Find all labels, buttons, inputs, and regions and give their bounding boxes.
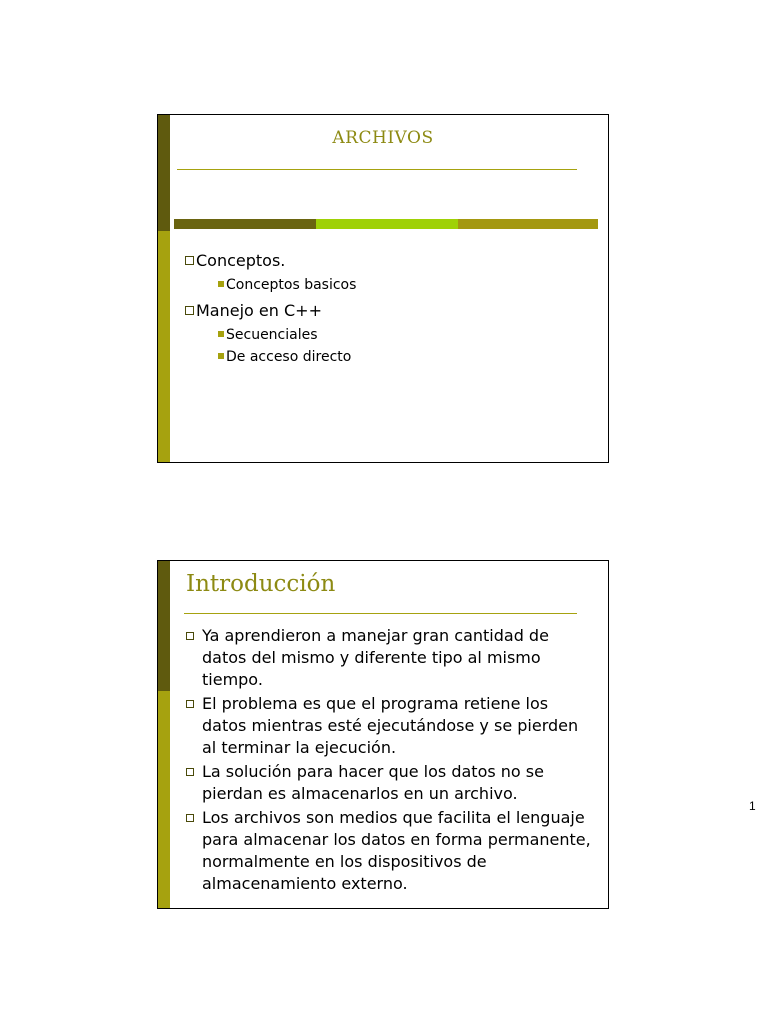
hollow-square-bullet-icon [186, 632, 194, 640]
bullet-list [186, 625, 596, 897]
filled-square-bullet-icon [218, 281, 224, 287]
slide-title: Introducción [186, 571, 336, 597]
outline-subitem-text: De acceso directo [226, 349, 352, 365]
bullet-text: Los archivos son medios que facilita el lenguaje para almacenar los datos en forma permanente, normalmente en los dispositivos de almacenamiento externo. [202, 808, 591, 893]
title-underline [184, 613, 577, 614]
outline-item-text: Conceptos. [196, 251, 286, 270]
hollow-square-bullet-icon [185, 306, 194, 315]
outline-item [185, 251, 285, 270]
stripe-dark-segment [158, 561, 170, 691]
slide-title: ARCHIVOS [332, 128, 434, 148]
outline-subitem [218, 277, 356, 293]
slide-side-stripe [158, 115, 170, 462]
title-underline [177, 169, 577, 170]
bullet-text: El problema es que el programa retiene los datos mientras esté ejecutándose y se pierden al terminar la ejecución. [202, 694, 579, 757]
outline-subitem [218, 349, 351, 365]
color-bar-dark [174, 219, 316, 229]
hollow-square-bullet-icon [185, 256, 194, 265]
bullet-text: Ya aprendieron a manejar gran cantidad de datos del mismo y diferente tipo al mismo tiempo. [202, 626, 549, 689]
stripe-light-segment [158, 231, 170, 462]
color-bar-olive [458, 219, 598, 229]
outline-item [185, 301, 322, 320]
outline-subitem [218, 327, 318, 343]
filled-square-bullet-icon [218, 331, 224, 337]
color-bar-lime [316, 219, 458, 229]
outline-subitem-text: Secuenciales [226, 327, 318, 343]
bullet-item [186, 807, 596, 895]
outline-subitem-text: Conceptos basicos [226, 277, 357, 293]
slide-introduccion [157, 560, 609, 909]
filled-square-bullet-icon [218, 353, 224, 359]
stripe-dark-segment [158, 115, 170, 231]
stripe-light-segment [158, 691, 170, 908]
bullet-text: La solución para hacer que los datos no se pierdan es almacenarlos en un archivo. [202, 762, 544, 803]
outline-item-text: Manejo en C++ [196, 301, 322, 320]
bullet-item [186, 693, 596, 759]
hollow-square-bullet-icon [186, 814, 194, 822]
slide-archivos [157, 114, 609, 463]
page-number: 1 [749, 799, 756, 813]
hollow-square-bullet-icon [186, 700, 194, 708]
bullet-item [186, 625, 596, 691]
bullet-item [186, 761, 596, 805]
hollow-square-bullet-icon [186, 768, 194, 776]
slide-side-stripe [158, 561, 170, 908]
